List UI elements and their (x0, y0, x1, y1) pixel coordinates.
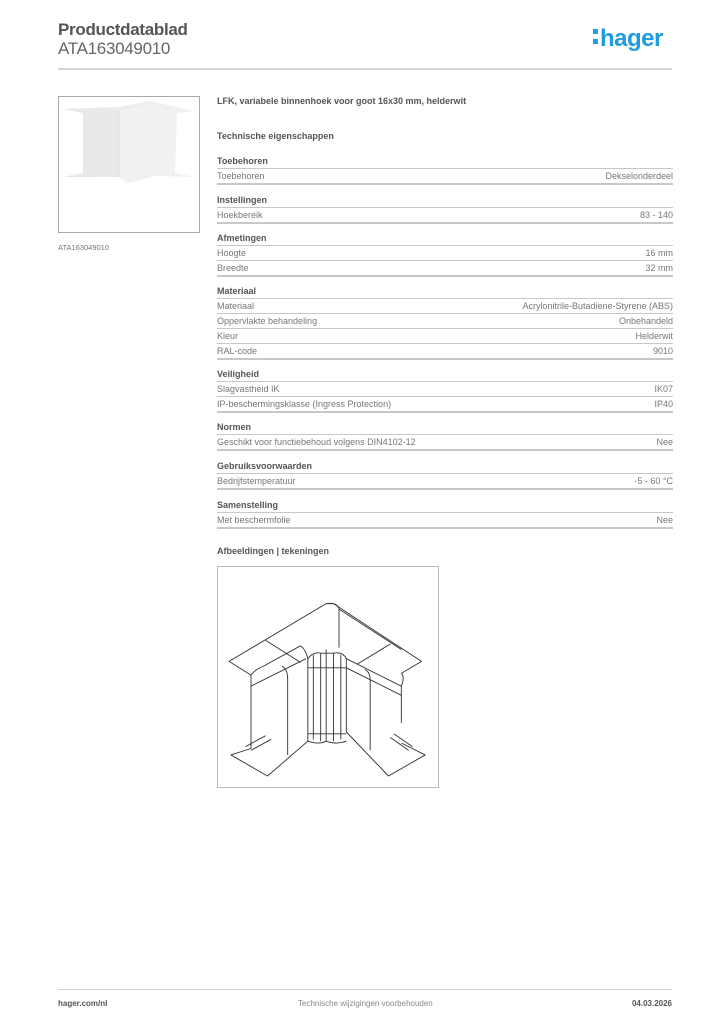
spec-value: 32 mm (645, 263, 673, 273)
spec-row (217, 299, 673, 314)
inner-corner-drawing-icon (218, 567, 438, 787)
section-heading: Instellingen (217, 194, 673, 208)
spec-value: Dekselonderdeel (605, 171, 673, 181)
spec-label: Materiaal (217, 301, 255, 311)
spec-label: Hoogte (217, 248, 247, 258)
section-heading: Toebehoren (217, 155, 673, 169)
spec-label: Hoekbereik (217, 210, 263, 220)
section-veiligheid (217, 368, 673, 413)
spec-value: -5 - 60 °C (634, 476, 673, 486)
spec-value: IP40 (654, 399, 673, 409)
spec-value: 16 mm (645, 248, 673, 258)
spec-value: Helderwit (635, 331, 673, 341)
spec-value: Onbehandeld (618, 316, 673, 326)
spec-row (217, 382, 673, 397)
section-materiaal (217, 285, 673, 360)
spec-row (217, 435, 673, 451)
spec-label: Toebehoren (217, 171, 265, 181)
spec-row (217, 261, 673, 277)
spec-row (217, 314, 673, 329)
document-title: Productdatablad (58, 20, 188, 39)
spec-row (217, 344, 673, 360)
disclaimer: Technische wijzigingen voorbehouden (298, 999, 433, 1008)
section-toebehoren (217, 155, 673, 185)
article-number: ATA163049010 (58, 39, 171, 58)
drawings-heading: Afbeeldingen | tekeningen (217, 546, 330, 556)
product-photo-caption: ATA163049010 (58, 243, 110, 252)
section-heading: Gebruiksvoorwaarden (217, 460, 673, 474)
technical-drawing (217, 566, 439, 788)
spec-row (217, 208, 673, 224)
spec-label: Met beschermfolie (217, 515, 291, 525)
spec-row (217, 513, 673, 529)
spec-value: Nee (656, 437, 673, 447)
section-instellingen (217, 194, 673, 224)
spec-label: Slagvastheid IK (217, 384, 280, 394)
hager-logo: hager (593, 27, 663, 51)
spec-row (217, 474, 673, 490)
footer-divider (58, 989, 672, 990)
product-photo-icon (59, 97, 199, 232)
spec-label: Geschikt voor functiebehoud volgens DIN4102-12 (217, 437, 416, 447)
website-link[interactable]: hager.com/nl (58, 999, 108, 1008)
logo-colon-icon (593, 31, 598, 46)
section-samenstelling (217, 499, 673, 529)
spec-label: IP-beschermingsklasse (Ingress Protection) (217, 399, 392, 409)
product-photo (58, 96, 200, 233)
spec-value: 83 - 140 (639, 210, 673, 220)
section-afmetingen (217, 232, 673, 277)
spec-row (217, 246, 673, 261)
section-heading: Afmetingen (217, 232, 673, 246)
spec-row (217, 329, 673, 344)
header-divider (58, 68, 672, 70)
spec-label: RAL-code (217, 346, 258, 356)
spec-value: 9010 (652, 346, 673, 356)
section-gebruiksvoorwaarden (217, 460, 673, 490)
spec-value: Acrylonitrile-Butadiene-Styrene (ABS) (522, 301, 673, 311)
section-heading: Materiaal (217, 285, 673, 299)
spec-label: Bedrijfstemperatuur (217, 476, 296, 486)
section-heading: Samenstelling (217, 499, 673, 513)
product-title: LFK, variabele binnenhoek voor goot 16x30 mm, helderwit (217, 96, 467, 106)
spec-row (217, 397, 673, 413)
tech-properties-heading: Technische eigenschappen (217, 131, 334, 141)
spec-label: Breedte (217, 263, 249, 273)
spec-value: IK07 (654, 384, 673, 394)
section-normen (217, 421, 673, 451)
spec-label: Kleur (217, 331, 239, 341)
section-heading: Veiligheid (217, 368, 673, 382)
spec-row (217, 169, 673, 185)
spec-value: Nee (656, 515, 673, 525)
section-heading: Normen (217, 421, 673, 435)
document-date: 04.03.2026 (631, 999, 672, 1008)
spec-label: Oppervlakte behandeling (217, 316, 318, 326)
